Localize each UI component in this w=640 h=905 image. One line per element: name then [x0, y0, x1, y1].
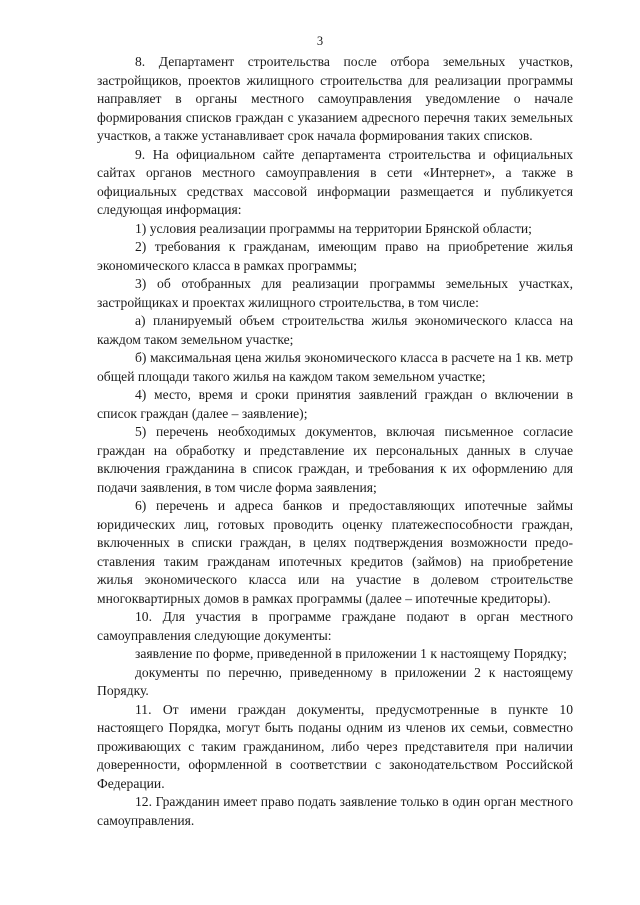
paragraph-9-item-5: 5) перечень необходимых документов, включая письменное согласие граждан на обработку и представление их персональных данных в случае включения гражданина в список граждан, и требования к их оформлению для подачи заявления, в том числе форма заявления; — [97, 424, 573, 495]
paragraph-10-item-application: заявление по форме, приведенной в приложении 1 к настоящему Порядку; — [135, 646, 567, 661]
paragraph-9-item-1: 1) условия реализации программы на территории Брянской области; — [135, 220, 532, 236]
paragraph-9-item-3: 3) об отобранных для реализации программы земельных участках, застройщиках и проектах жилищного строительства, в том числе: — [97, 276, 573, 310]
document-body — [97, 53, 573, 830]
paragraph-9-item-2: 2) требования к гражданам, имеющим право на приобретение жилья экономического класса в рамках программы; — [97, 239, 573, 273]
paragraph-9-item-6: 6) перечень и адреса банков и предоставляющих ипотечные займы юридических лиц, готовых проводить оценку платежеспособности граждан, включенных в списки граждан, в целях подтверждения возможности предоставления таким гражданам ипотечных кредитов (займов) на приобретение жилья экономического класса или на участие в долевом строительстве многоквартирных домов в рамках программы (далее – ипотечные кредиторы). — [97, 498, 573, 606]
paragraph-10: 10. Для участия в программе граждане подают в орган местного самоуправления следующие документы: — [97, 609, 573, 643]
paragraph-10-item-documents: документы по перечню, приведенному в приложении 2 к настоящему Порядку. — [97, 664, 573, 698]
paragraph-9: 9. На официальном сайте департамента строительства и официальных сайтах органов местного самоуправления в сети «Интернет», а также в официальных средствах массовой информации размещается и публикуется следующая информация: — [97, 146, 573, 217]
paragraph-9-item-4: 4) место, время и сроки принятия заявлений граждан о включении в список граждан (далее – заявление); — [97, 387, 573, 421]
page-number: 3 — [316, 34, 324, 48]
paragraph-9-item-3a: а) планируемый объем строительства жилья экономического класса на каждом таком земельном участке; — [97, 313, 573, 347]
paragraph-11: 11. От имени граждан документы, предусмотренные в пункте 10 настоящего Порядка, могут быть поданы одним из членов их семьи, совместно проживающих с таким гражданином, либо через представителя при наличии доверенности, оформленной в соответствии с законодательством Российской Федерации. — [97, 701, 573, 791]
paragraph-12: 12. Гражданин имеет право подать заявление только в один орган местного самоуправления. — [97, 794, 573, 828]
paragraph-9-item-3b: б) максимальная цена жилья экономического класса в расчете на 1 кв. метр общей площади такого жилья на каждом таком земельном участке; — [97, 350, 573, 384]
paragraph-8: 8. Департамент строительства после отбора земельных участков, застройщиков, проектов жилищного строительства для реализации программы направляет в органы местного самоуправления уведомление о начале формирования списков граждан с указанием адресного перечня таких земельных участков, а также устанавливает срок начала формирования таких списков. — [97, 54, 573, 143]
